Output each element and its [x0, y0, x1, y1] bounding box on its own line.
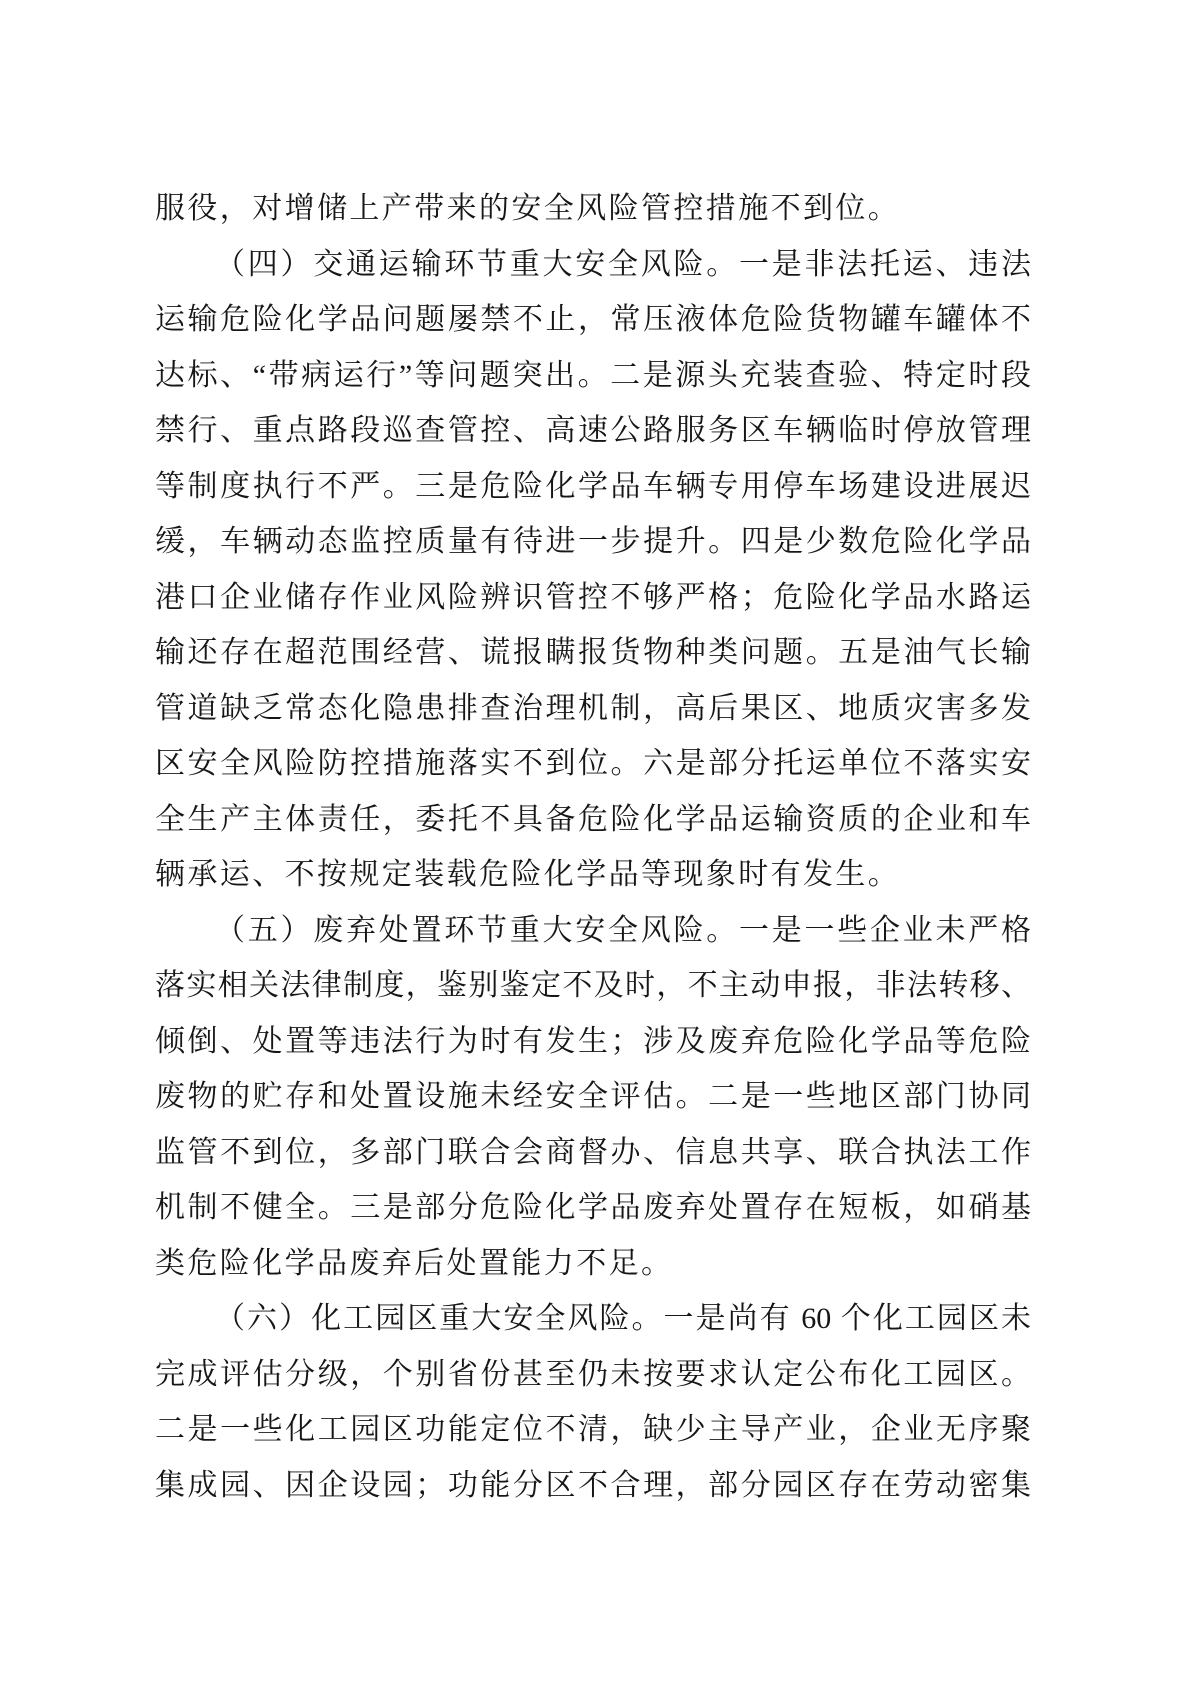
paragraph [155, 181, 1031, 237]
text-line: 全生产主体责任，委托不具备危险化学品运输资质的企业和车 [155, 802, 1031, 836]
text-line: 达标、“带病运行”等问题突出。二是源头充装查验、特定时段 [155, 358, 1031, 392]
text-line: 监管不到位，多部门联合会商督办、信息共享、联合执法工作 [155, 1135, 1031, 1169]
text-line: 机制不健全。三是部分危险化学品废弃处置存在短板，如硝基 [155, 1191, 1031, 1224]
text-line: 完成评估分级，个别省份甚至仍未按要求认定公布化工园区。 [155, 1357, 1031, 1391]
text-line: 等制度执行不严。三是危险化学品车辆专用停车场建设进展迟 [155, 469, 1031, 503]
text-line: 类危险化学品废弃后处置能力不足。 [155, 1246, 674, 1280]
text-line: 缓，车辆动态监控质量有待进一步提升。四是少数危险化学品 [155, 525, 1031, 558]
paragraph [155, 903, 1031, 1292]
text-line: （五）废弃处置环节重大安全风险。一是一些企业未严格 [215, 913, 1031, 947]
text-line: 集成园、因企设园；功能分区不合理，部分园区存在劳动密集 [155, 1468, 1031, 1502]
text-line: 废物的贮存和处置设施未经安全评估。二是一些地区部门协同 [155, 1080, 1031, 1113]
text-line: 区安全风险防控措施落实不到位。六是部分托运单位不落实安 [155, 747, 1031, 780]
text-line: （六）化工园区重大安全风险。一是尚有 60 个化工园区未 [215, 1302, 1031, 1335]
paragraph [155, 237, 1031, 903]
text-line: 港口企业储存作业风险辨识管控不够严格；危险化学品水路运 [155, 580, 1031, 614]
text-line: 管道缺乏常态化隐患排查治理机制，高后果区、地质灾害多发 [155, 691, 1031, 725]
text-line: 运输危险化学品问题屡禁不止，常压液体危险货物罐车罐体不 [155, 303, 1031, 336]
text-line: （四）交通运输环节重大安全风险。一是非法托运、违法 [215, 247, 1031, 281]
text-line: 禁行、重点路段巡查管控、高速公路服务区车辆临时停放管理 [155, 414, 1031, 447]
text-line: 落实相关法律制度，鉴别鉴定不及时，不主动申报，非法转移、 [155, 969, 1031, 1002]
text-line: 输还存在超范围经营、谎报瞒报货物种类问题。五是油气长输 [155, 636, 1031, 669]
text-line: 倾倒、处置等违法行为时有发生；涉及废弃危险化学品等危险 [155, 1024, 1031, 1058]
text-line: 服役，对增储上产带来的安全风险管控措施不到位。 [155, 192, 901, 225]
text-block [155, 181, 1031, 1513]
text-line: 二是一些化工园区功能定位不清，缺少主导产业，企业无序聚 [155, 1413, 1031, 1446]
text-line: 辆承运、不按规定装载危险化学品等现象时有发生。 [155, 858, 901, 891]
paragraph [155, 1291, 1031, 1513]
